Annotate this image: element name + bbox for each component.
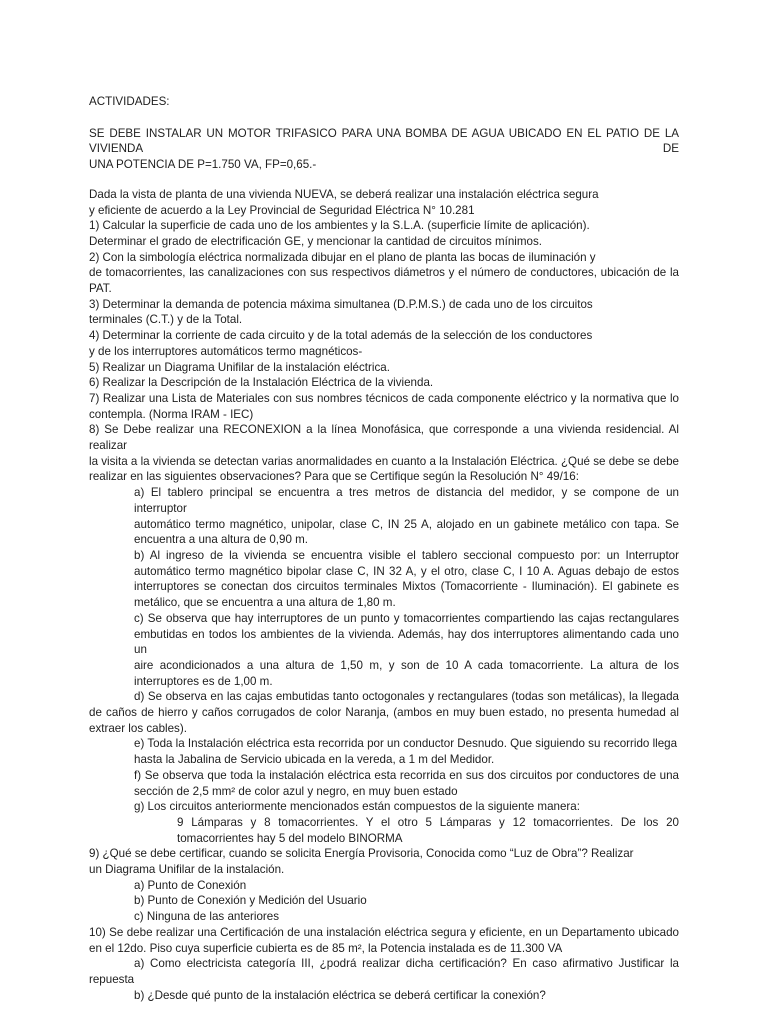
text-line: y eficiente de acuerdo a la Ley Provincial de Seguridad Eléctrica N° 10.281: [89, 203, 475, 217]
text-line: de caños de hierro y caños corrugados de color Naranja, (ambos en muy buen estado, no presenta humedad al: [89, 706, 679, 720]
item-8c: c) Se observa que hay interruptores de un punto y tomacorrientes compartiendo las cajas rectangulares: [134, 611, 679, 625]
item-5: 5) Realizar un Diagrama Unifilar de la instalación eléctrica.: [89, 360, 390, 374]
item-7: 7) Realizar una Lista de Materiales con sus nombres técnicos de cada componente eléctrico y la normativa que lo: [89, 391, 679, 405]
text-line: PAT.: [89, 282, 112, 296]
activities-body: [89, 187, 679, 1004]
text-line: hasta la Jabalina de Servicio ubicada en la vereda, a 1 m del Medidor.: [134, 753, 495, 767]
intro-block: [89, 126, 679, 173]
item-8b: b) Al ingreso de la vivienda se encuentra visible el tablero seccional compuesto por: un Interruptor: [134, 548, 679, 562]
item-3: 3) Determinar la demanda de potencia máxima simultanea (D.P.M.S.) de cada uno de los circuitos: [89, 297, 593, 311]
item-10: 10) Se debe realizar una Certificación de una instalación eléctrica segura y eficiente, en un Departamento ubicado: [89, 925, 679, 939]
text-line: repuesta: [89, 972, 135, 986]
item-9: 9) ¿Qué se debe certificar, cuando se solicita Energía Provisoria, Conocida como “Luz de Obra”? Realizar: [89, 847, 634, 861]
intro-line: SE DEBE INSTALAR UN MOTOR TRIFASICO PARA UNA BOMBA DE AGUA UBICADO EN EL PATIO DE LA VIVIENDA DE: [89, 126, 679, 156]
text-line: automático termo magnético, unipolar, clase C, IN 25 A, alojado en un gabinete metálico con tapa. Se: [134, 517, 679, 531]
item-8a: a) El tablero principal se encuentra a tres metros de distancia del medidor, y se compone de un interruptor: [134, 486, 679, 515]
text-line: 9 Lámparas y 8 tomacorrientes. Y el otro 5 Lámparas y 12 tomacorrientes. De los 20: [177, 815, 679, 829]
item-9b: b) Punto de Conexión y Medición del Usuario: [134, 894, 367, 908]
text-line: aire acondicionados a una altura de 1,50 m, y son de 10 A cada tomacorriente. La altura de los: [134, 658, 679, 672]
text-line: embutidas en todos los ambientes de la vivienda. Además, hay dos interruptores alimentando cada uno un: [134, 627, 679, 657]
item-2: 2) Con la simbología eléctrica normalizada dibujar en el plano de planta las bocas de iluminación y: [89, 250, 596, 264]
text-line: interruptores se conectan dos circuitos terminales Mixtos (Tomacorriente - Iluminación). El gabinete es: [134, 580, 679, 594]
text-line: realizar en las siguientes observaciones? Para que se Certifique según la Resolución N° 49/16:: [89, 470, 579, 484]
item-9a: a) Punto de Conexión: [134, 878, 247, 892]
item-8: 8) Se Debe realizar una RECONEXION a la línea Monofásica, que corresponde a una vivienda residencial. Al realizar: [89, 423, 679, 453]
item-6: 6) Realizar la Descripción de la Instalación Eléctrica de la vivienda.: [89, 376, 434, 390]
text-line: encuentra a una altura de 0,90 m.: [134, 533, 309, 547]
intro-line: UNA POTENCIA DE P=1.750 VA, FP=0,65.-: [89, 158, 317, 172]
item-10a: a) Como electricista categoría III, ¿podrá realizar dicha certificación? En caso afirmativo Justificar la: [134, 957, 679, 971]
text-line: contempla. (Norma IRAM - IEC): [89, 407, 254, 421]
item-10b: b) ¿Desde qué punto de la instalación eléctrica se deberá certificar la conexión?: [134, 988, 546, 1002]
text-line: en el 12do. Piso cuya superficie cubierta es de 85 m², la Potencia instalada es de 11.300 VA: [89, 941, 563, 955]
item-4: 4) Determinar la corriente de cada circuito y de la total además de la selección de los conductores: [89, 329, 593, 343]
text-line: y de los interruptores automáticos termo magnéticos-: [89, 344, 363, 358]
item-8e: e) Toda la Instalación eléctrica esta recorrida por un conductor Desnudo. Que siguiendo su recorrido llega: [134, 737, 678, 751]
text-line: extraer los cables).: [89, 721, 187, 735]
text-line: metálico, que se encuentra a una altura de 1,80 m.: [134, 596, 396, 610]
text-line: sección de 2,5 mm² de color azul y negro, en muy buen estado: [134, 784, 458, 798]
text-line: terminales (C.T.) y de la Total.: [89, 313, 243, 327]
text-line: Determinar el grado de electrificación GE, y mencionar la cantidad de circuitos mínimos.: [89, 234, 542, 248]
item-9c: c) Ninguna de las anteriores: [134, 910, 280, 924]
item-8g: g) Los circuitos anteriormente mencionados están compuestos de la siguiente manera:: [134, 800, 580, 814]
text-line: un Diagrama Unifilar de la instalación.: [89, 863, 285, 877]
text-line: automático termo magnético bipolar clase C, IN 32 A, y el otro, clase C, I 10 A. Aguas debajo de estos: [134, 564, 679, 578]
text-line: tomacorrientes hay 5 del modelo BINORMA: [177, 831, 403, 845]
item-8d: d) Se observa en las cajas embutidas tanto octogonales y rectangulares (todas son metálicas), la llegada: [134, 690, 679, 704]
text-line: Dada la vista de planta de una vivienda NUEVA, se deberá realizar una instalación eléctrica segura: [89, 187, 599, 201]
text-line: la visita a la vivienda se detectan varias anormalidades en cuanto a la Instalación Eléctrica. ¿Qué se debe se debe: [89, 454, 679, 468]
text-line: de tomacorrientes, las canalizaciones con sus respectivos diámetros y el número de conductores, ubicación de la: [89, 266, 679, 280]
item-1: 1) Calcular la superficie de cada uno de los ambientes y la S.L.A. (superficie límite de aplicación).: [89, 219, 590, 233]
heading: ACTIVIDADES:: [89, 95, 170, 108]
item-8f: f) Se observa que toda la instalación eléctrica esta recorrida en sus dos circuitos por conductores de una: [134, 768, 679, 782]
text-line: interruptores es de 1,00 m.: [134, 674, 273, 688]
